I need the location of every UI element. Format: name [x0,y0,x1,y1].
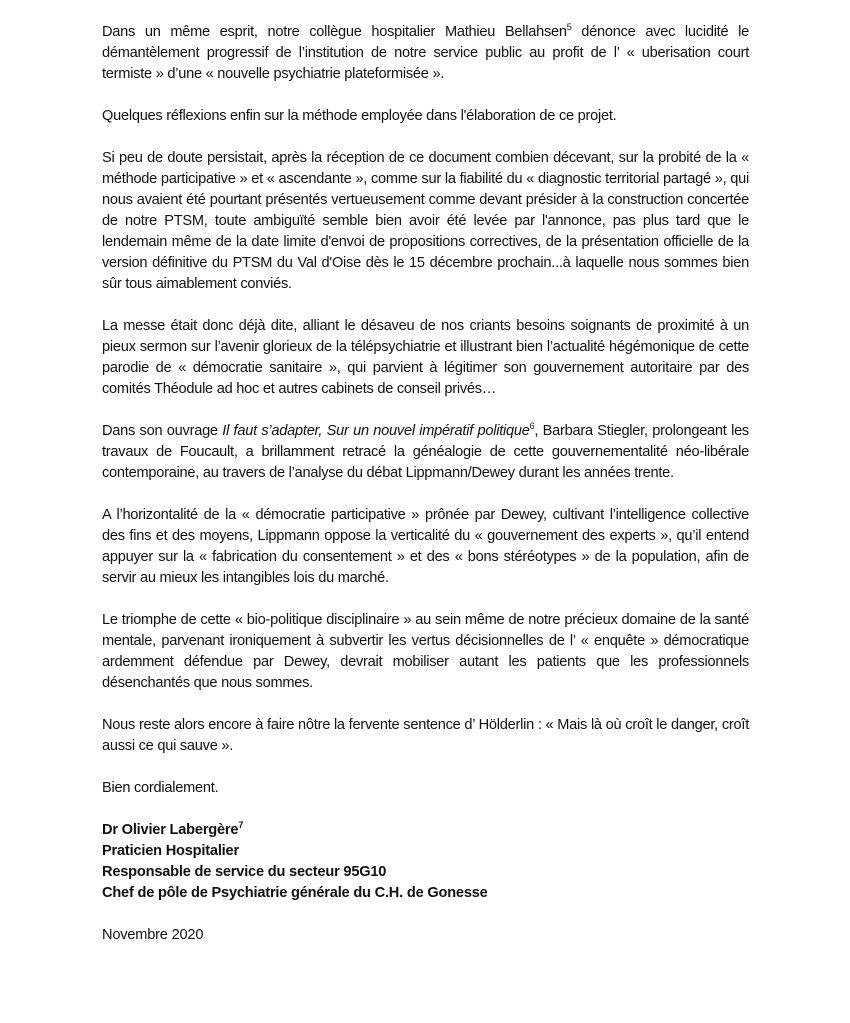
document-date: Novembre 2020 [102,927,204,943]
paragraph-holderlin: Nous reste alors encore à faire nôtre la fervente sentence d’ Hölderlin : « Mais là où croît le danger, croît aussi ce qui sauve ». [102,717,749,754]
paragraph-messe: La messe était donc déjà dite, alliant le désaveu de nos criants besoins soignants de proximité à un pieux sermon sur l’avenir glorieux de la télépsychiatrie et illustrant bien l’actualité hégémonique de cette parodie de « démocratie sanitaire », qui parvient à légitimer son gouvernement autoritaire par des comités Théodule ad hoc et autres cabinets de conseil privés… [102,318,749,397]
signature-block [102,820,749,904]
closing-salutation: Bien cordialement. [102,780,219,796]
signature-title: Praticien Hospitalier [102,843,239,859]
paragraph-text: dénonce avec lucidité le démantèlement progressif de l’institution de notre service public au profit de l’ « uberisation court termiste » d’une « nouvelle psychiatrie plateformisée ». [102,24,749,82]
footnote-ref-6: 6 [529,421,535,431]
paragraph-text: Dans son ouvrage [102,423,223,439]
paragraph-doute: Si peu de doute persistait, après la réception de ce document combien décevant, sur la probité de la « méthode participative » et « ascendante », comme sur la fiabilité du « diagnostic territorial partagé », qui nous avaient été pourtant présentés vertueusement comme devant présider à la construction concertée de notre PTSM, toute ambiguïté semble bien avoir été levée par l'annonce, pas plus tard que le lendemain même de la date limite d'envoi de propositions correctives, de la présentation officielle de la version définitive du PTSM du Val d'Oise dès le 15 décembre prochain...à laquelle nous sommes bien sûr tous aimablement conviés. [102,150,749,292]
paragraph-methode: Quelques réflexions enfin sur la méthode employée dans l'élaboration de ce projet. [102,108,617,124]
signature-pole: Chef de pôle de Psychiatrie générale du C.H. de Gonesse [102,885,488,901]
signature-name: Dr Olivier Labergère [102,822,239,838]
book-title: Il faut s’adapter, Sur un nouvel impératif politique [222,423,530,439]
paragraph-stiegler [102,421,749,484]
paragraph-text: Dans un même esprit, notre collègue hospitalier Mathieu Bellahsen [102,24,567,40]
signature-service: Responsable de service du secteur 95G10 [102,864,387,880]
paragraph-bellahsen [102,22,749,85]
document-page [102,22,749,946]
footnote-ref-5: 5 [566,22,572,32]
footnote-ref-7: 7 [238,820,244,830]
paragraph-text: , Barbara Stiegler, prolongeant les travaux de Foucault, a brillamment retracé la généalogie de cette gouvernementalité néo-libérale contemporaine, au travers de l’analyse du débat Lippmann/Dewey durant les années trente. [102,423,749,481]
paragraph-triomphe: Le triomphe de cette « bio-politique disciplinaire » au sein même de notre précieux domaine de la santé mentale, parvenant ironiquement à subvertir les vertus décisionnelles de l’ « enquête » démocratique ardemment défendue par Dewey, devrait mobiliser autant les patients que les professionnels désenchantés que nous sommes. [102,612,749,691]
signature-name-line [102,820,749,841]
paragraph-horizontalite: A l’horizontalité de la « démocratie participative » prônée par Dewey, cultivant l’intelligence collective des fins et des moyens, Lippmann oppose la verticalité du « gouvernement des experts », qu’il entend appuyer sur la « fabrication du consentement » et des « bons stéréotypes » de la population, afin de servir au mieux les intangibles lois du marché. [102,507,749,586]
